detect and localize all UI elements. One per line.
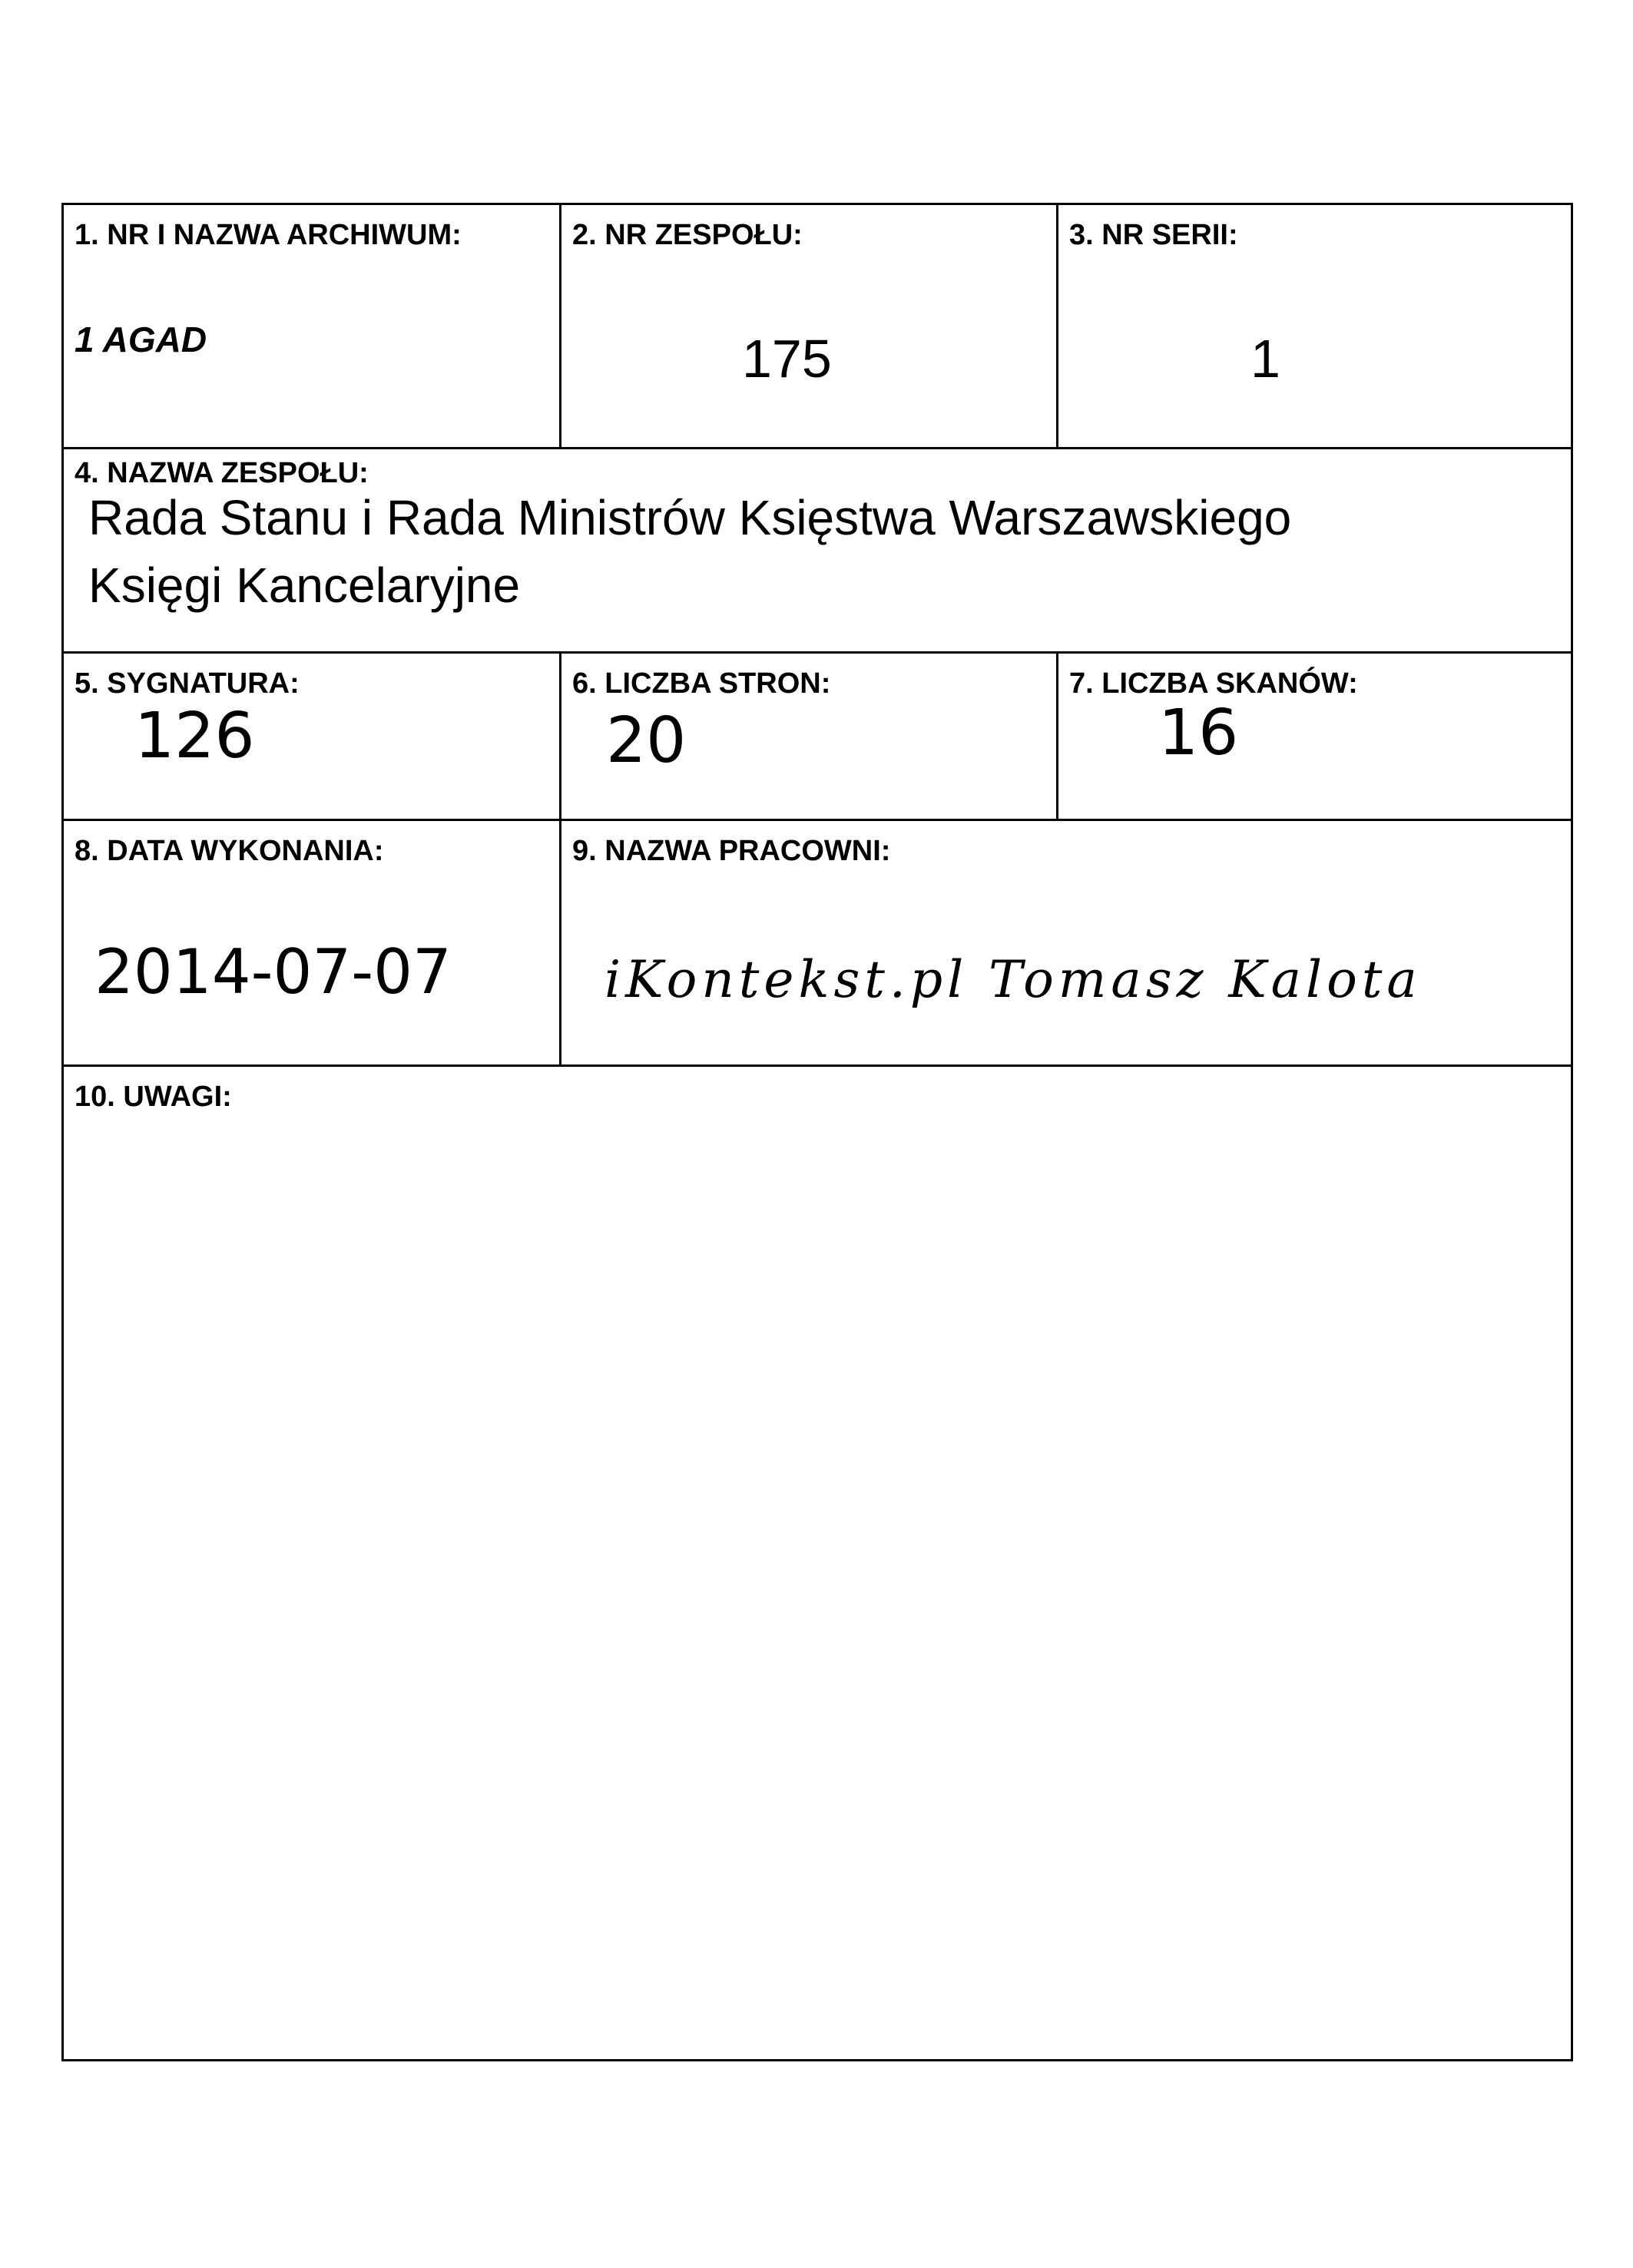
date-value: 2014-07-07 bbox=[94, 936, 452, 1008]
series-number-cell bbox=[1058, 205, 1571, 449]
archive-label: 1. NR I NAZWA ARCHIWUM: bbox=[75, 219, 462, 251]
signature-cell bbox=[64, 654, 561, 821]
archive-metadata-card bbox=[61, 203, 1573, 2061]
page-count-label: 6. LICZBA STRON: bbox=[572, 667, 831, 700]
signature-label: 5. SYGNATURA: bbox=[75, 667, 300, 700]
fonds-name-line-2: Księgi Kancelaryjne bbox=[88, 558, 521, 613]
series-number-value: 1 bbox=[1250, 329, 1280, 389]
fonds-number-value: 175 bbox=[742, 329, 832, 389]
scan-count-cell bbox=[1058, 654, 1571, 821]
scan-count-label: 7. LICZBA SKANÓW: bbox=[1069, 667, 1358, 700]
archive-cell bbox=[64, 205, 561, 449]
archive-value: 1 AGAD bbox=[75, 320, 207, 359]
workshop-label: 9. NAZWA PRACOWNI: bbox=[572, 835, 891, 867]
scan-count-value: 16 bbox=[1158, 697, 1239, 770]
page-count-value: 20 bbox=[606, 704, 687, 777]
page-count-cell bbox=[561, 654, 1058, 821]
signature-value: 126 bbox=[134, 700, 255, 773]
fonds-number-cell bbox=[561, 205, 1058, 449]
fonds-number-label: 2. NR ZESPOŁU: bbox=[572, 219, 803, 251]
date-cell bbox=[64, 821, 561, 1067]
series-number-label: 3. NR SERII: bbox=[1069, 219, 1238, 251]
workshop-value: iKontekst.pl Tomasz Kalota bbox=[605, 950, 1422, 1009]
fonds-name-line-1: Rada Stanu i Rada Ministrów Księstwa Warszawskiego bbox=[88, 490, 1292, 545]
fonds-name-cell bbox=[64, 449, 1571, 654]
date-label: 8. DATA WYKONANIA: bbox=[75, 835, 384, 867]
workshop-cell bbox=[561, 821, 1571, 1067]
notes-cell bbox=[64, 1067, 1571, 2059]
notes-label: 10. UWAGI: bbox=[75, 1081, 232, 1113]
fonds-name-label: 4. NAZWA ZESPOŁU: bbox=[75, 457, 369, 489]
